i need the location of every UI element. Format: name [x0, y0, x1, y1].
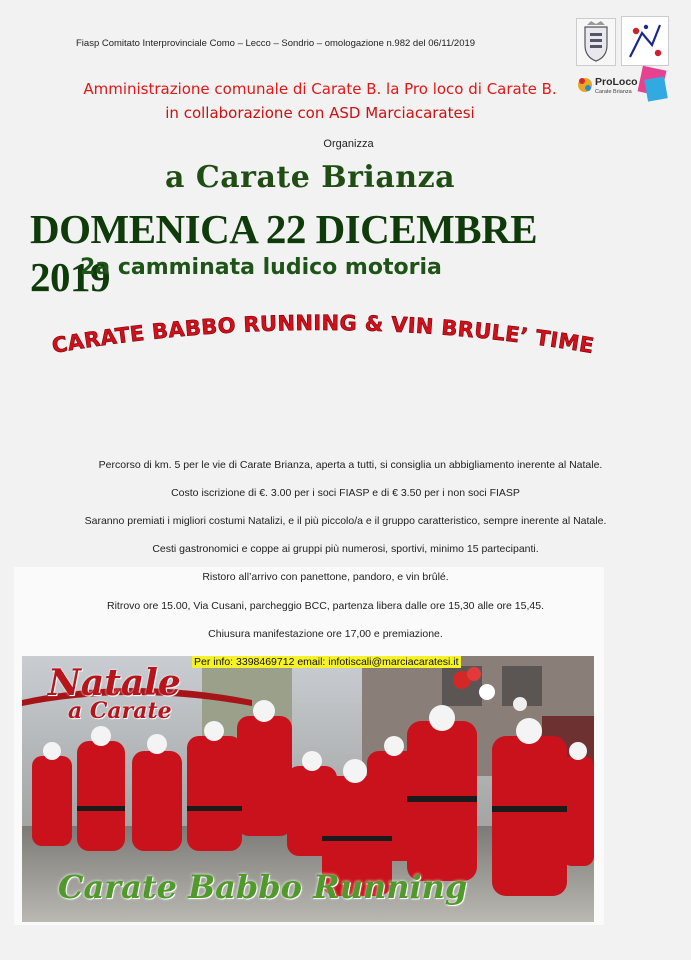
detail-line: Chiusura manifestazione ore 17,00 e premiazione.: [208, 628, 443, 640]
organizza-label: Organizza: [323, 138, 374, 150]
detail-line: Ritrovo ore 15.00, Via Cusani, parcheggio BCC, partenza libera dalle ore 15,30 alle ore 15,45.: [107, 600, 544, 612]
event-date-title: DOMENICA 22 DICEMBRE 2019: [30, 206, 538, 300]
detail-line: Costo iscrizione di €. 3.00 per i soci FIASP e di € 3.50 per i non soci FIASP: [171, 487, 520, 499]
fiasp-logo: [621, 16, 669, 66]
photo-badge-line-2: a Carate: [68, 698, 172, 724]
detail-line: Saranno premiati i migliori costumi Natalizi, e il più piccolo/a e il gruppo caratteristico, sempre inerente al Natale.: [84, 515, 607, 527]
fiasp-header-line: Fiasp Comitato Interprovinciale Como – Lecco – Sondrio – omologazione n.982 del 06/11/2019: [76, 38, 476, 49]
contact-info: [192, 656, 461, 668]
contact-info-text[interactable]: Per info: 3398469712 email: infotiscali@marciacaratesi.it: [194, 656, 459, 668]
comune-crest-logo: [576, 18, 616, 66]
photo-caption: Carate Babbo Running: [58, 868, 468, 906]
detail-line: Cesti gastronomici e coppe ai gruppi più numerosi, sportivi, minimo 15 partecipanti.: [152, 543, 539, 555]
detail-line: Ristoro all’arrivo con panettone, pandoro, e vin brûlé.: [202, 571, 449, 583]
arc-title: [0, 300, 691, 390]
proloco-logo-subtext: Carate Brianza: [595, 89, 632, 95]
event-subtitle: 2a camminata ludico motoria: [80, 255, 442, 280]
santa-run-photo: [22, 656, 594, 922]
svg-text:CARATE BABBO RUNNING & VIN BRU: [50, 311, 596, 358]
organizers-line-1: Amministrazione comunale di Carate B. la Pro loco di Carate B.: [83, 80, 557, 98]
event-city-title: a Carate Brianza: [164, 160, 456, 195]
organizers-line-2: in collaborazione con ASD Marciacaratesi: [165, 104, 475, 122]
proloco-logo-text: ProLoco: [595, 76, 638, 88]
arc-title-text: CARATE BABBO RUNNING & VIN BRULE’ TIME: [50, 310, 596, 359]
detail-line: Percorso di km. 5 per le vie di Carate Brianza, aperta a tutti, si consiglia un abbigliamento inerente al Natale.: [98, 459, 603, 471]
photo-badge-line-1: Natale: [48, 662, 181, 704]
proloco-logo: [574, 64, 670, 106]
